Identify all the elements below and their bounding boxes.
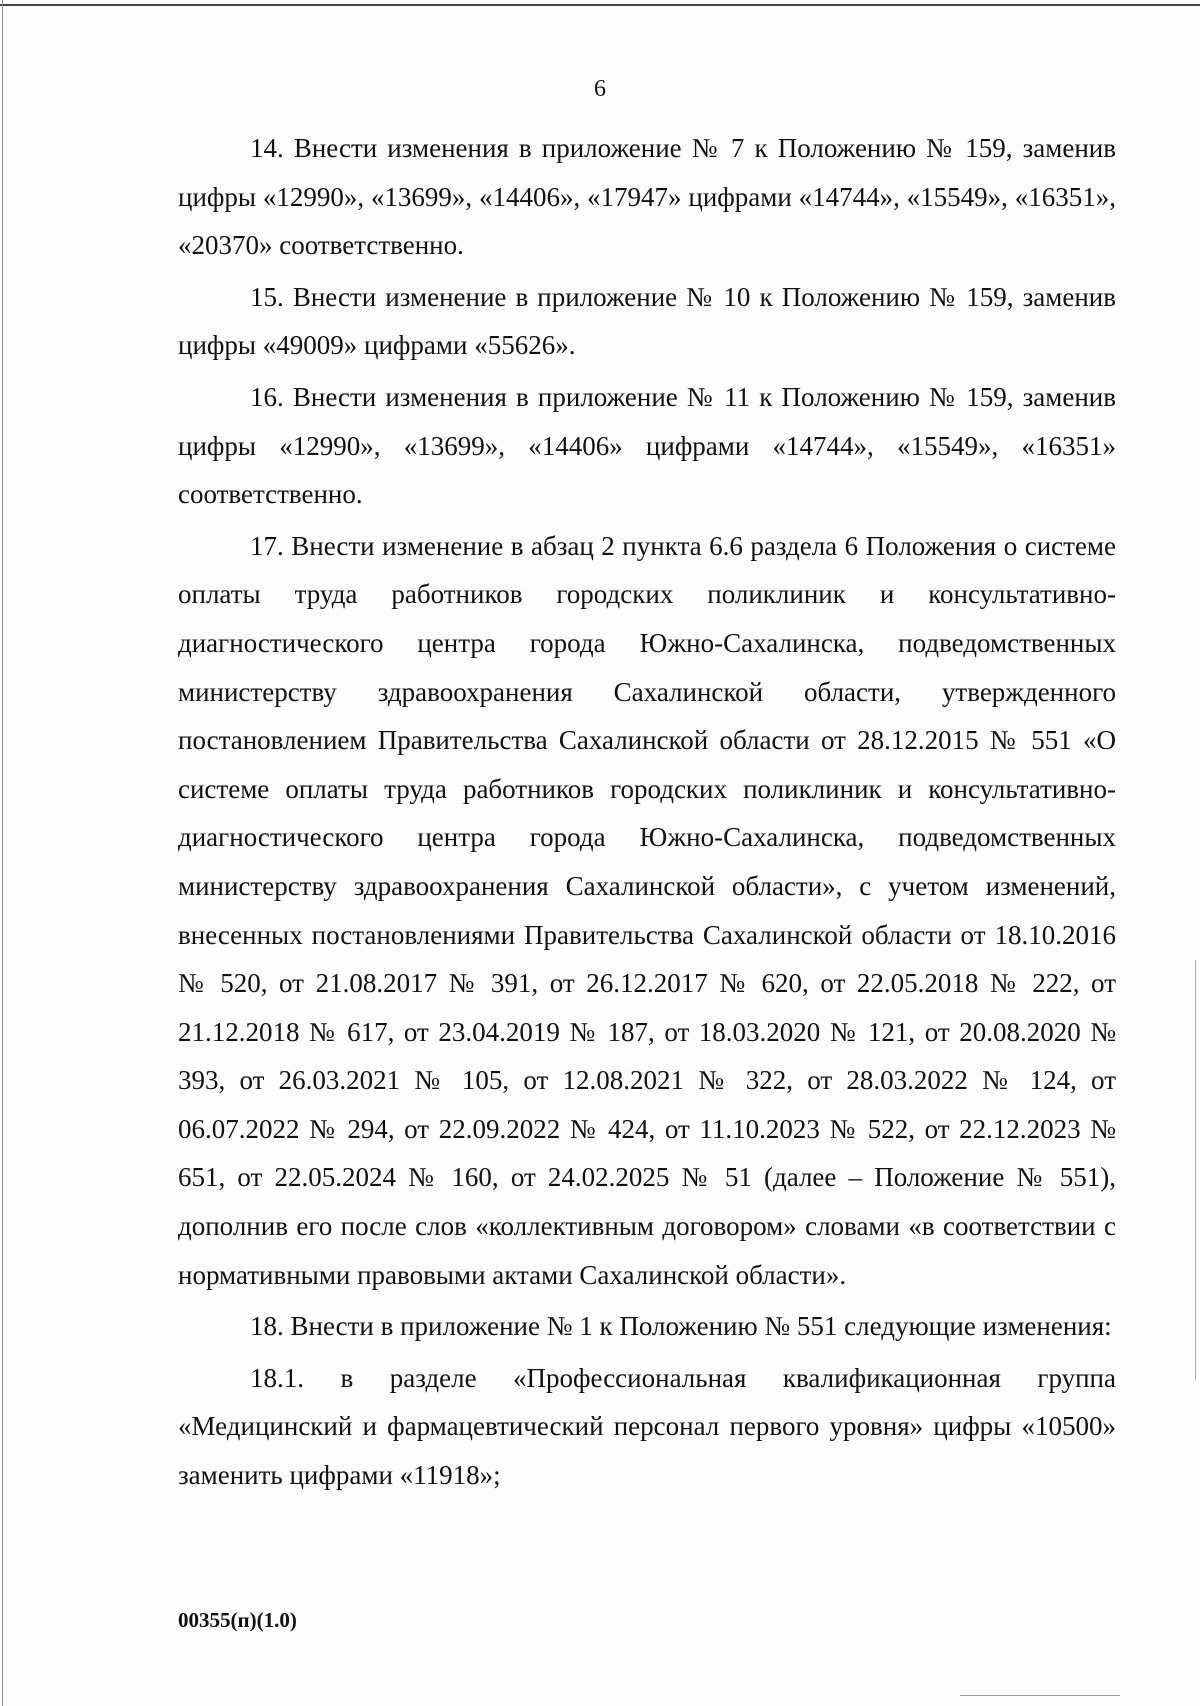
paragraph-18: 18. Внести в приложение № 1 к Положению № 551 следующие изменения: bbox=[250, 1311, 1112, 1342]
bottom-edge-line bbox=[960, 1695, 1120, 1696]
left-border-line bbox=[2, 0, 3, 1706]
page-number: 6 bbox=[594, 76, 606, 102]
document-body bbox=[178, 124, 1116, 1503]
paragraph-17: 17. Внести изменение в абзац 2 пункта 6.6 раздела 6 Положения о системе оплаты труда работников городских поликлиник и консультативно-диагностического центра города Южно-Сахалинска, подведомственных министерству здравоохранения Сахалинской области, утвержденного постановлением Правительства Сахалинской области от 28.12.2015 № 551 «О системе оплаты труда работников городских поликлиник и консультативно-диагностического центра города Южно-Сахалинска, подведомственных министерству здравоохранения Сахалинской области», с учетом изменений, внесенных постановлениями Правительства Сахалинской области от 18.10.2016 № 520, от 21.08.2017 № 391, от 26.12.2017 № 620, от 22.05.2018 № 222, от 21.12.2018 № 617, от 23.04.2019 № 187, от 18.03.2020 № 121, от 20.08.2020 № 393, от 26.03.2021 № 105, от 12.08.2021 № 322, от 28.03.2022 № 124, от 06.07.2022 № 294, от 22.09.2022 № 424, от 11.10.2023 № 522, от 22.12.2023 № 651, от 22.05.2024 № 160, от 24.02.2025 № 51 (далее – Положение № 551), дополнив его после слов «коллективным договором» словами «в соответствии с нормативными правовыми актами Сахалинской области». bbox=[178, 530, 1116, 1290]
paragraph-18-1: 18.1. в разделе «Профессиональная квалификационная группа «Медицинский и фармацевтический персонал первого уровня» цифры «10500» заменить цифрами «11918»; bbox=[178, 1362, 1116, 1491]
top-border-line bbox=[0, 4, 1200, 6]
paragraph-16: 16. Внести изменения в приложение № 11 к Положению № 159, заменив цифры «12990», «13699», «14406» цифрами «14744», «15549», «16351» соответственно. bbox=[178, 381, 1116, 510]
paragraph-15: 15. Внести изменение в приложение № 10 к Положению № 159, заменив цифры «49009» цифрами «55626». bbox=[178, 281, 1116, 361]
right-edge-line bbox=[1195, 960, 1196, 1380]
paragraph-14: 14. Внести изменения в приложение № 7 к Положению № 159, заменив цифры «12990», «13699», «14406», «17947» цифрами «14744», «15549», «16351», «20370» соответственно. bbox=[178, 133, 1116, 261]
document-code: 00355(п)(1.0) bbox=[178, 1608, 297, 1632]
